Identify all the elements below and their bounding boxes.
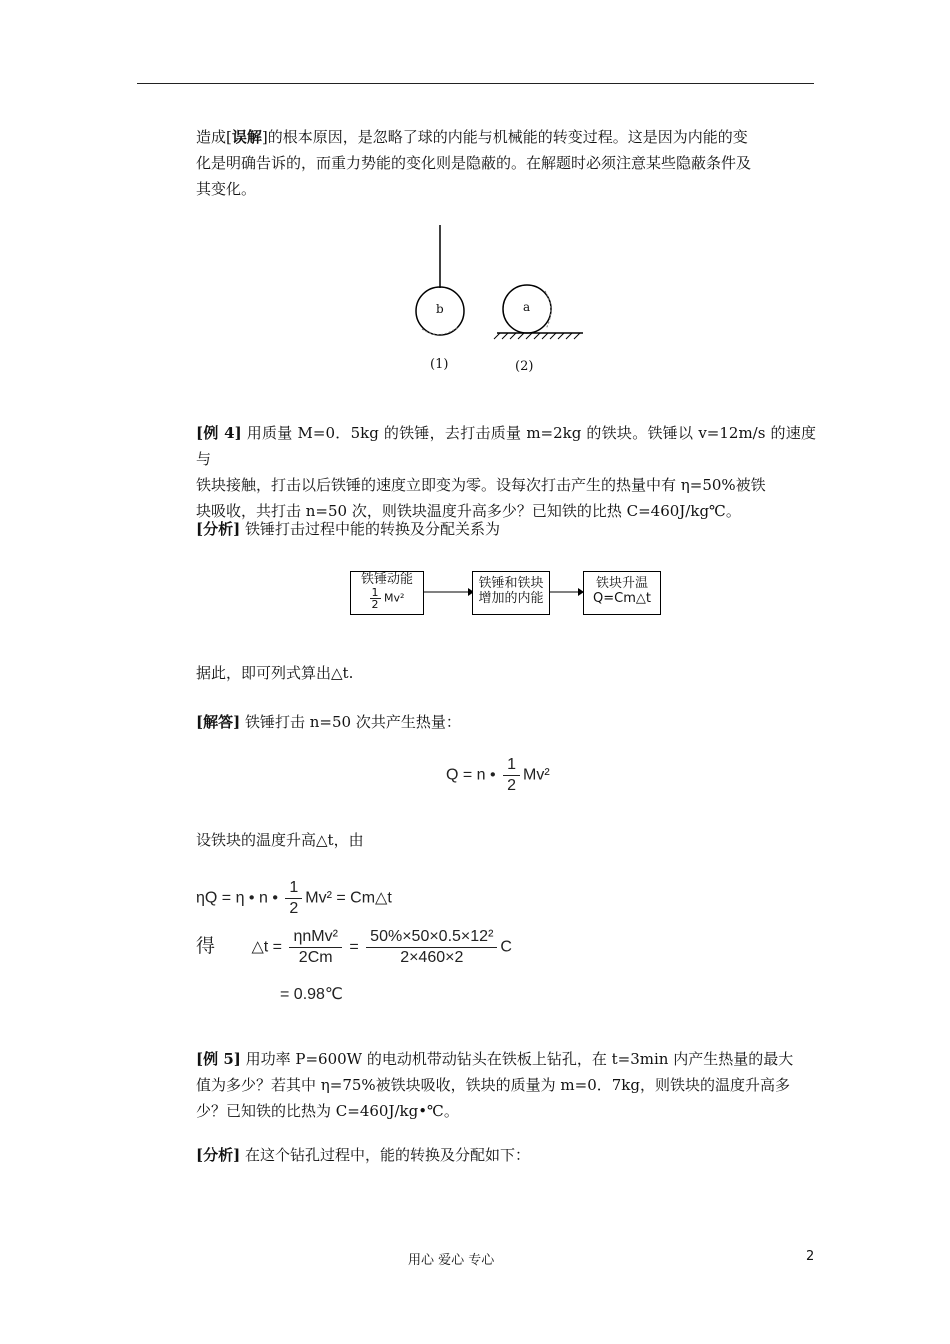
equation-3-frac2-den: 2×460×2 xyxy=(400,949,464,966)
example-4-line-1 xyxy=(196,420,816,472)
intro-bold-term: 误解 xyxy=(231,128,262,146)
example-4-line-2: 铁块接触，打击以后铁锤的速度立即变为零。设每次打击产生的热量中有 η=50%被铁 xyxy=(196,476,766,494)
ground-hatch xyxy=(494,333,580,339)
flow-box-kinetic-title: 铁锤动能 xyxy=(360,572,413,587)
intro-text: ]的根本原因，是忽略了球的内能与机械能的转变过程。这是因为内能的变 xyxy=(261,128,748,146)
answer-4 xyxy=(196,709,816,735)
analysis-4-tag: [分析] xyxy=(196,520,241,538)
analysis-5 xyxy=(196,1142,816,1168)
ball-a-label: a xyxy=(523,300,531,314)
equation-1-num: 1 xyxy=(503,755,520,776)
example-5-text: 用功率 P=600W 的电动机带动钻头在铁板上钻孔，在 t=3min 内产生热量的最大 xyxy=(240,1050,794,1068)
flow-box-temp-line-2: Q=Cm△t xyxy=(593,591,651,606)
equation-2-den: 2 xyxy=(289,900,299,917)
flow-box-kinetic-formula xyxy=(351,587,423,610)
intro-paragraph xyxy=(196,124,816,202)
flow-box-temp-line-1: 铁块升温 xyxy=(595,576,648,591)
intro-line-2: 化是明确告诉的，而重力势能的变化则是隐蔽的。在解题时必须注意某些隐蔽条件及 xyxy=(196,154,752,172)
equation-3-lhs: △t = xyxy=(251,938,283,956)
example-5-tag: [例 5] xyxy=(196,1050,241,1068)
answer-4-text: 铁锤打击 n=50 次共产生热量： xyxy=(240,713,461,731)
equation-2-num: 1 xyxy=(285,878,302,899)
example-4 xyxy=(196,420,816,524)
flow-box-temp xyxy=(583,571,661,615)
intro-line-3: 其变化。 xyxy=(196,180,257,198)
flow-arrow-1 xyxy=(424,587,474,597)
page-number: 2 xyxy=(806,1249,815,1264)
flow-expr: Mv² xyxy=(384,591,405,605)
equation-1-lhs: Q = n • xyxy=(446,766,496,784)
analysis-4-text: 铁锤打击过程中能的转换及分配关系为 xyxy=(240,520,500,538)
equation-3-frac2-num: 50%×50×0.5×12² xyxy=(366,927,497,948)
equation-3-unit: C xyxy=(500,938,512,956)
equation-1 xyxy=(446,755,550,796)
ball-b-label: b xyxy=(436,302,444,316)
intro-line-1 xyxy=(196,124,816,150)
caption-1: (1) xyxy=(430,357,449,372)
flow-box-kinetic xyxy=(350,571,424,615)
flow-box-internal xyxy=(472,571,550,615)
flow-arrow-2 xyxy=(550,587,584,597)
example-4-line-3: 块吸收，共打击 n=50 次，则铁块温度升高多少？已知铁的比热 C=460J/kg℃。 xyxy=(196,502,741,520)
conclusion-4: 据此，即可列式算出△t. xyxy=(196,664,354,682)
example-5-line-2: 值为多少？若其中 η=75%被铁块吸收，铁块的质量为 m=0．7kg，则铁块的温度升高多 xyxy=(196,1076,791,1094)
example-5-line-3: 少？已知铁的比热为 C=460J/kg•℃。 xyxy=(196,1102,459,1120)
equation-3-eq: = xyxy=(349,938,359,956)
example-4-tag: [例 4] xyxy=(196,424,242,442)
equation-1-rhs: Mv² xyxy=(522,766,550,784)
caption-2: (2) xyxy=(515,359,534,374)
setup-4: 设铁块的温度升高△t，由 xyxy=(196,831,364,849)
equation-4: = 0.98℃ xyxy=(280,986,343,1003)
example-5 xyxy=(196,1046,816,1124)
example-4-text: 用质量 M=0．5kg 的铁锤，去打击质量 m=2kg 的铁块。铁锤以 v=12m/s 的速度与 xyxy=(196,424,816,468)
equation-3-frac1-den: 2Cm xyxy=(298,949,333,966)
equation-2-lhs: ηQ = η • n • xyxy=(196,889,278,907)
intro-text: 造成[ xyxy=(196,128,232,146)
analysis-5-text: 在这个钻孔过程中，能的转换及分配如下： xyxy=(240,1146,530,1164)
equation-3-frac1-num: ηnMv² xyxy=(289,927,341,948)
answer-4-tag: [解答] xyxy=(196,713,241,731)
example-5-line-1 xyxy=(196,1046,816,1072)
equation-3 xyxy=(196,927,512,968)
equation-1-den: 2 xyxy=(507,777,516,794)
flow-box-internal-line-2: 增加的内能 xyxy=(478,591,544,606)
header-rule xyxy=(137,83,814,84)
flow-box-internal-line-1: 铁锤和铁块 xyxy=(478,576,544,591)
analysis-4 xyxy=(196,516,816,542)
flow-frac-den: 2 xyxy=(371,598,379,611)
footer-motto: 用心 爱心 专心 xyxy=(408,1253,495,1268)
equation-2 xyxy=(196,878,392,919)
analysis-5-tag: [分析] xyxy=(196,1146,241,1164)
equation-2-rhs: Mv² = Cm△t xyxy=(305,889,392,907)
equation-3-de: 得 xyxy=(196,934,216,957)
flow-frac-num: 1 xyxy=(371,586,379,599)
